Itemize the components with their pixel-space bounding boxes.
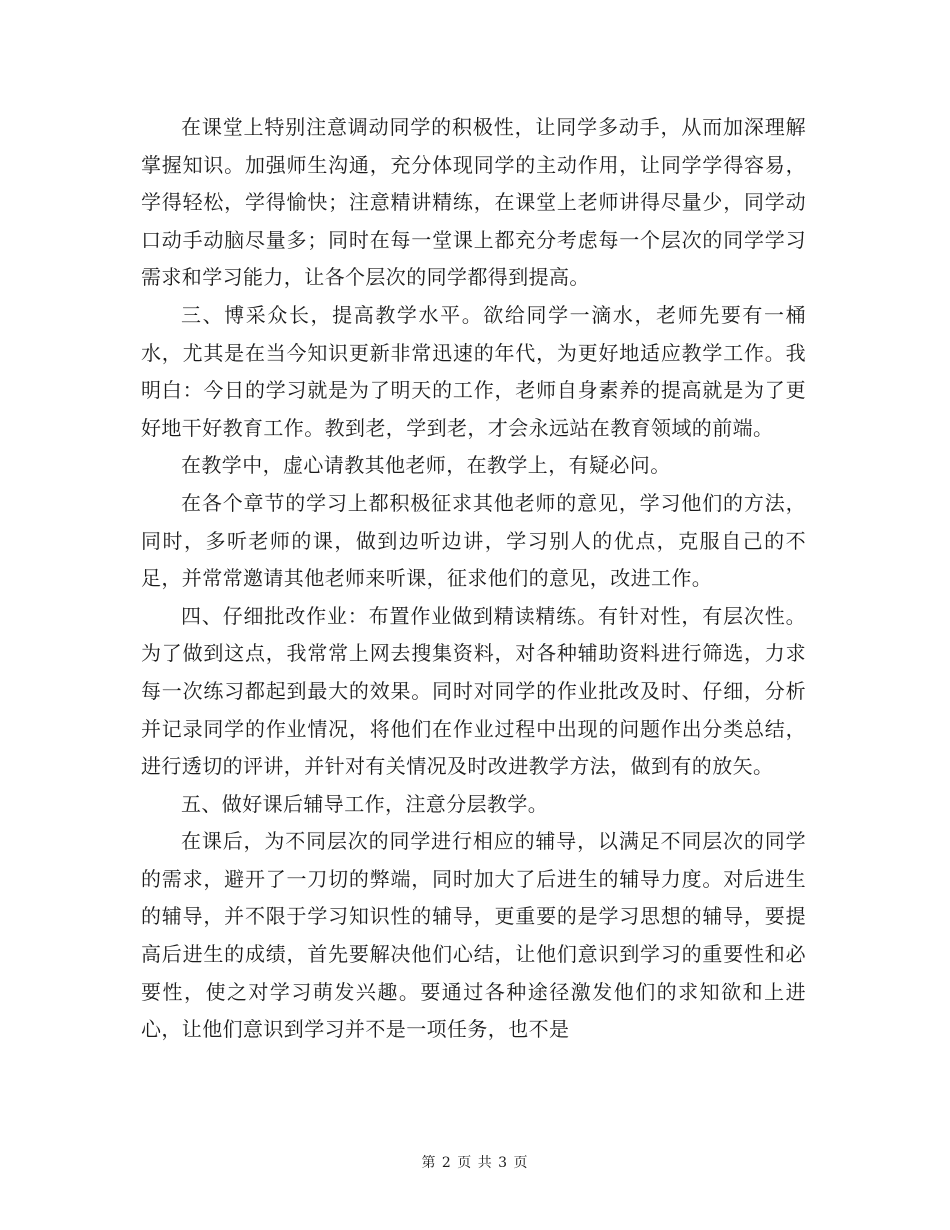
paragraph-section-five: 五、做好课后辅导工作，注意分层教学。: [181, 791, 549, 816]
paragraph-section-four: 四、仔细批改作业：布置作业做到精读精练。有针对性，有层次性。为了做到这点，我常常上网去搜集资料，对各种辅助资料进行筛选，力求每一次练习都起到最大的效果。同时对同学的作业批改及时、仔细，分析并记录同学的作业情况，将他们在作业过程中出现的问题作出分类总结，进行透切的评讲，并针对有关情况及时改进教学方法，做到有的放矢。: [141, 603, 806, 779]
paragraph-ask-teachers: 在教学中，虚心请教其他老师，在教学上，有疑必问。: [181, 453, 671, 478]
paragraph-chapters: 在各个章节的学习上都积极征求其他老师的意见，学习他们的方法，同时，多听老师的课，做到边听边讲，学习别人的优点，克服自己的不足，并常常邀请其他老师来听课，征求他们的意见，改进工作。: [141, 490, 806, 591]
paragraph-section-three: 三、博采众长，提高教学水平。欲给同学一滴水，老师先要有一桶水，尤其是在当今知识更新非常迅速的年代，为更好地适应教学工作。我明白：今日的学习就是为了明天的工作，老师自身素养的提高就是为了更好地干好教育工作。教到老，学到老，才会永远站在教育领域的前端。: [141, 302, 806, 440]
body-text: [141, 109, 806, 1049]
page-number-footer: 第 2 页 共 3 页: [421, 1155, 529, 1171]
paragraph-after-class: 在课后，为不同层次的同学进行相应的辅导，以满足不同层次的同学的需求，避开了一刀切的弊端，同时加大了后进生的辅导力度。对后进生的辅导，并不限于学习知识性的辅导，更重要的是学习思想的辅导，要提高后进生的成绩，首先要解决他们心结，让他们意识到学习的重要性和必要性，使之对学习萌发兴趣。要通过各种途径激发他们的求知欲和上进心，让他们意识到学习并不是一项任务，也不是: [141, 829, 806, 1042]
paragraph-classroom: 在课堂上特别注意调动同学的积极性，让同学多动手，从而加深理解掌握知识。加强师生沟通，充分体现同学的主动作用，让同学学得容易，学得轻松，学得愉快；注意精讲精练，在课堂上老师讲得尽量少，同学动口动手动脑尽量多；同时在每一堂课上都充分考虑每一个层次的同学学习需求和学习能力，让各个层次的同学都得到提高。: [141, 115, 806, 290]
